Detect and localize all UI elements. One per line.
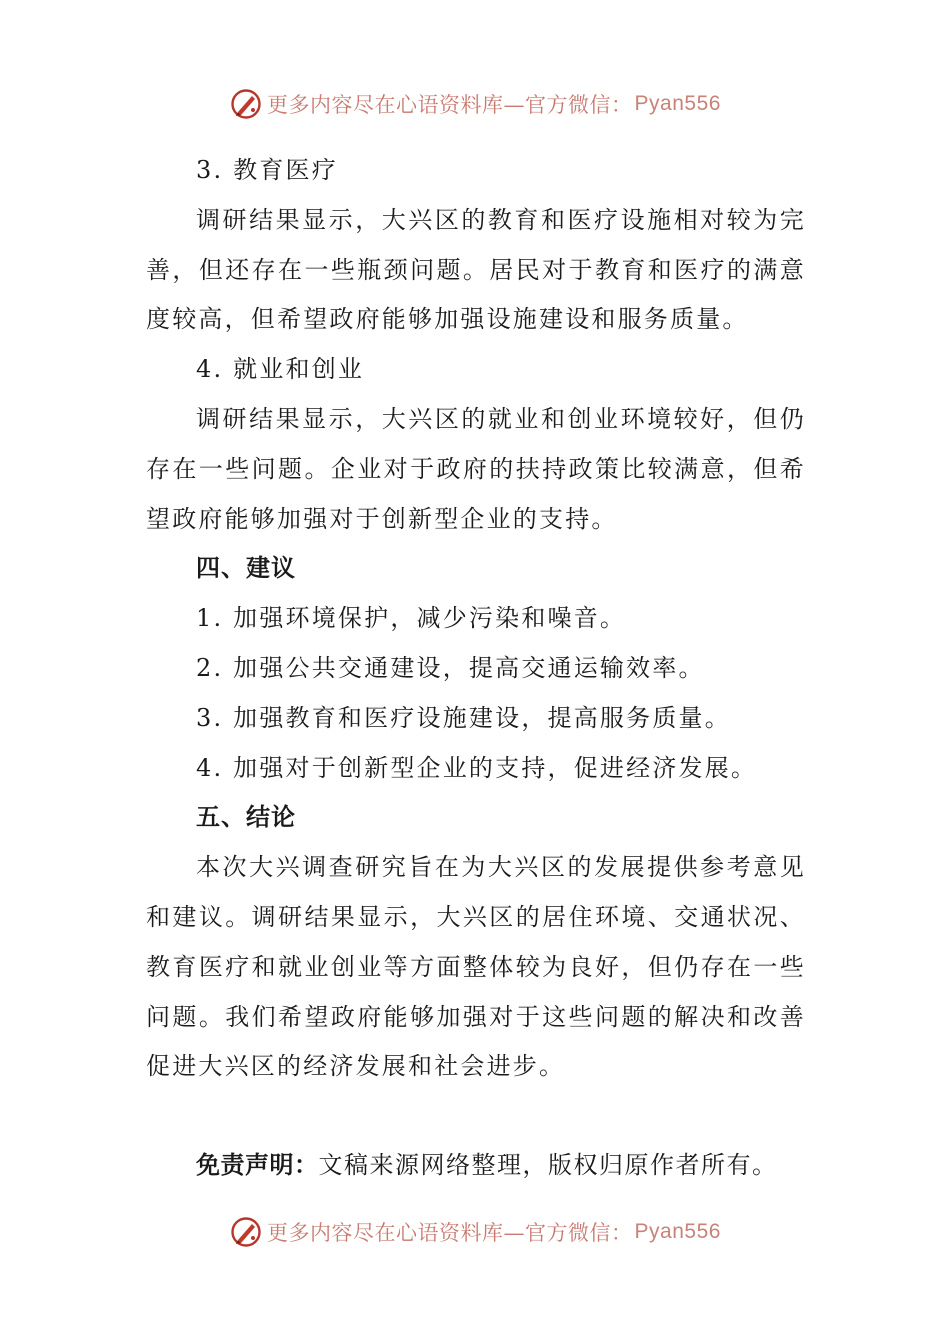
conclusion-heading: 五、结论 (196, 803, 296, 832)
watermark-header (0, 84, 950, 124)
disclaimer-text: 文稿来源网络整理，版权归原作者所有。 (318, 1151, 778, 1179)
section-3-body: 调研结果显示，大兴区的教育和医疗设施相对较为完善，但还存在一些瓶颈问题。居民对于教育和医疗的满意度较高，但希望政府能够加强设施建设和服务质量。 (146, 205, 806, 334)
suggestion-item: 2. 加强公共交通建设，提高交通运输效率。 (196, 653, 705, 682)
suggestion-item: 4. 加强对于创新型企业的支持，促进经济发展。 (196, 753, 758, 782)
section-4-body: 调研结果显示，大兴区的就业和创业环境较好，但仍存在一些问题。企业对于政府的扶持政策比较满意，但希望政府能够加强对于创新型企业的支持。 (146, 404, 806, 533)
conclusion-body: 本次大兴调查研究旨在为大兴区的发展提供参考意见和建议。调研结果显示，大兴区的居住环境、交通状况、教育医疗和就业创业等方面整体较为良好，但仍存在一些问题。我们希望政府能够加强对于这些问题的解决和改善促进大兴区的经济发展和社会进步。 (146, 853, 806, 1081)
disclaimer-label: 免责声明： (196, 1151, 319, 1179)
watermark-text: 更多内容尽在心语资料库—官方微信： (267, 93, 633, 117)
pen-circle-icon (229, 1215, 263, 1249)
document-body (146, 146, 806, 1092)
watermark-wechat-id: Pyan556 (634, 1220, 721, 1243)
suggestion-item: 1. 加强环境保护，减少污染和噪音。 (196, 604, 627, 633)
section-4-title: 4. 就业和创业 (196, 355, 365, 384)
suggestions-heading: 四、建议 (196, 554, 296, 583)
section-3-title: 3. 教育医疗 (196, 156, 338, 184)
watermark-text: 更多内容尽在心语资料库—官方微信： (267, 1221, 633, 1245)
disclaimer (196, 1140, 778, 1190)
pen-circle-icon (229, 87, 263, 121)
watermark-footer (0, 1212, 950, 1252)
suggestion-item: 3. 加强教育和医疗设施建设，提高服务质量。 (196, 703, 731, 732)
watermark-wechat-id: Pyan556 (634, 92, 721, 115)
